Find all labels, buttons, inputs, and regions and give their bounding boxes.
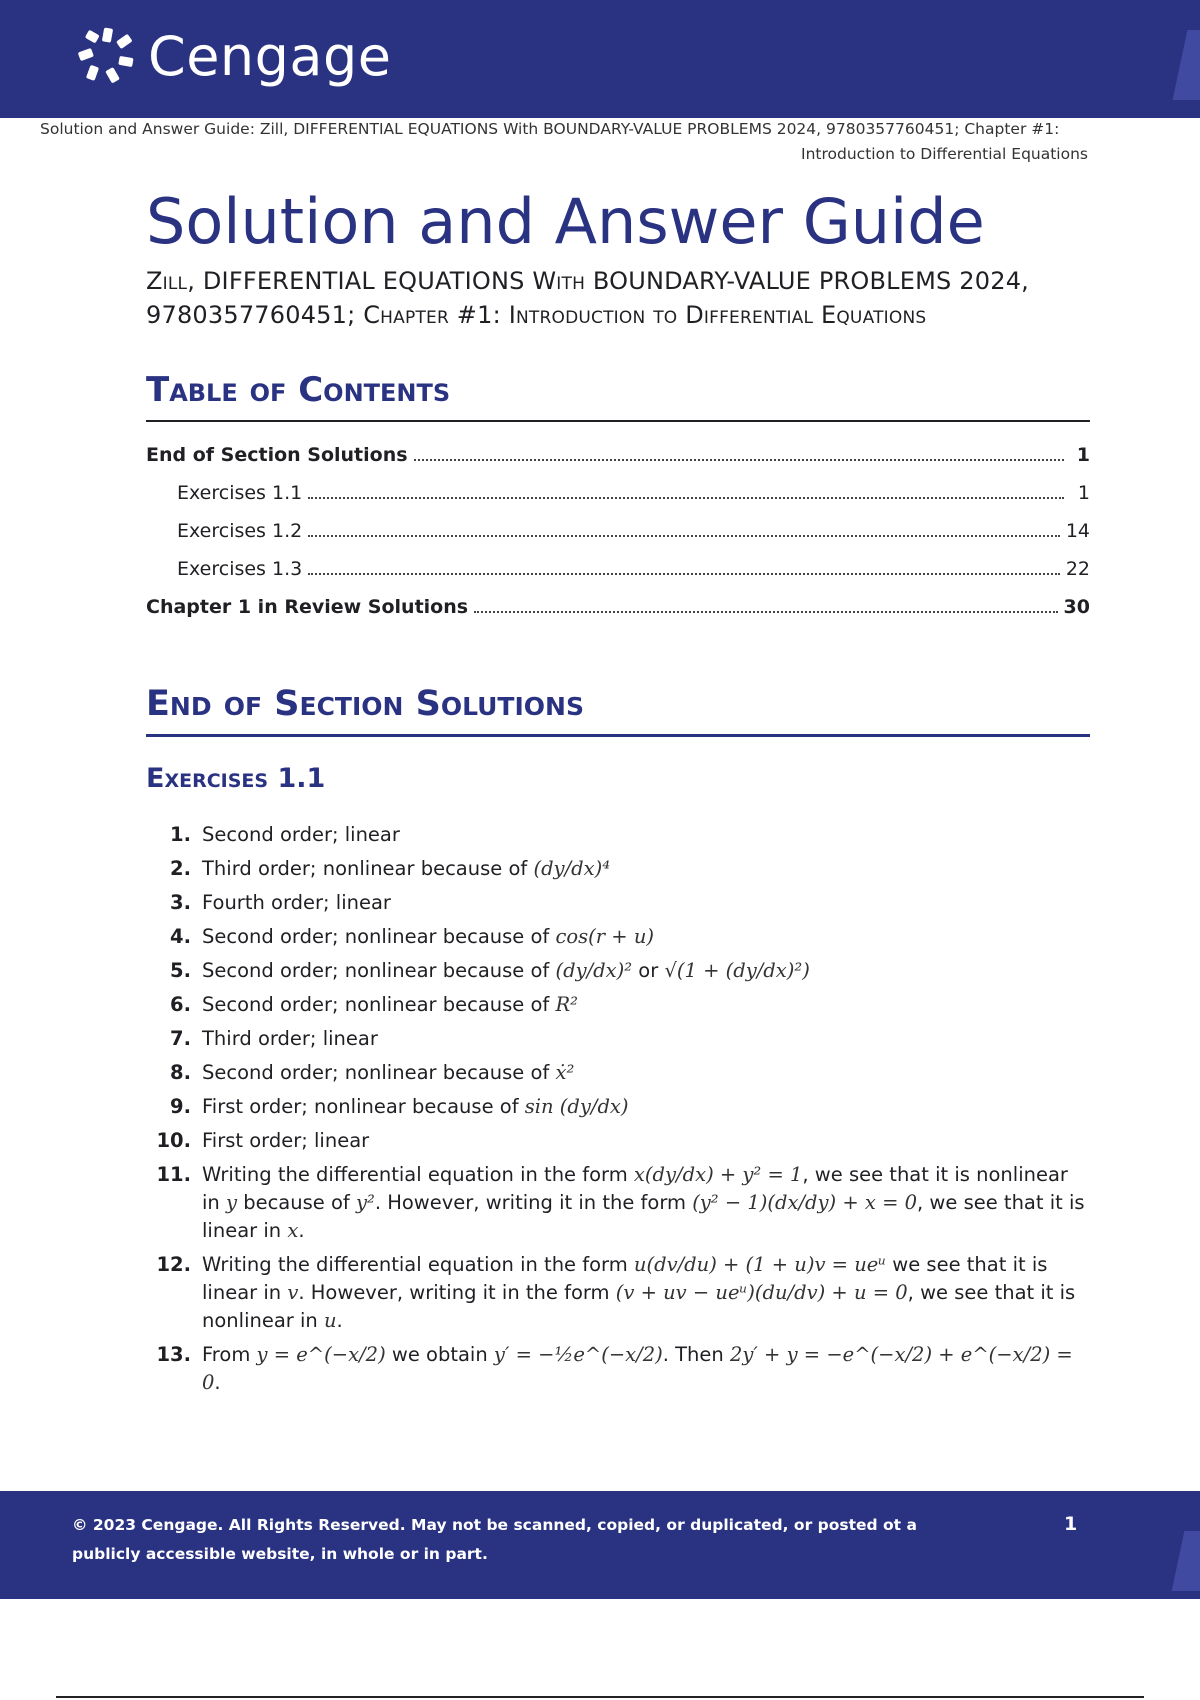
exercises-heading: Exercises 1.1 [146, 763, 326, 794]
exercise-text-run: . Then [662, 1343, 730, 1366]
exercise-text-run: Fourth order; linear [202, 891, 391, 914]
math-expression: y² [355, 1191, 375, 1214]
exercise-list [146, 821, 1090, 1397]
page-title: Solution and Answer Guide [146, 185, 985, 258]
exercise-text [202, 1161, 1087, 1245]
exercise-text-run: because of [237, 1191, 356, 1214]
toc-entry-page: 1 [1077, 482, 1090, 504]
exercise-text-run: Third order; linear [202, 1027, 378, 1050]
toc-entry-label: End of Section Solutions [146, 444, 408, 466]
math-expression: u [323, 1309, 337, 1332]
exercise-text-run: Second order; nonlinear because of [202, 1061, 556, 1084]
exercise-item [146, 889, 1090, 917]
toc-leader-dots [474, 611, 1057, 613]
math-expression: ẋ² [555, 1061, 575, 1084]
exercise-item [146, 1161, 1090, 1245]
exercise-number: 1. [170, 823, 191, 846]
exercise-number: 9. [170, 1095, 191, 1118]
exercise-number: 2. [170, 857, 191, 880]
exercise-text-run: From [202, 1343, 257, 1366]
toc-entry-page: 14 [1065, 520, 1090, 542]
exercise-text [202, 1025, 1087, 1053]
math-expression: √(1 + (dy/dx)²) [664, 959, 810, 982]
exercise-item [146, 923, 1090, 951]
exercise-text [202, 957, 1087, 985]
exercise-number: 8. [170, 1061, 191, 1084]
math-expression: 2y′ + y = −e^(−x/2) + e^(−x/2) = 0 [202, 1343, 1073, 1394]
table-of-contents [146, 444, 1090, 634]
math-expression: y′ = −½e^(−x/2) [493, 1343, 663, 1366]
exercise-text-run: Writing the differential equation in the form [202, 1163, 634, 1186]
header-corner-accent [1173, 30, 1200, 100]
exercise-text-run: First order; nonlinear because of [202, 1095, 525, 1118]
math-expression: x(dy/dx) + y² = 1 [633, 1163, 803, 1186]
toc-entry-page: 22 [1065, 558, 1090, 580]
copyright-notice: © 2023 Cengage. All Rights Reserved. May not be scanned, copied, or duplicated, or posted ot a publicly accessible website, in whole or in part. [72, 1516, 917, 1563]
exercise-text-run: . [214, 1371, 221, 1394]
exercise-text-run: , we see that it is linear in [202, 1191, 1085, 1242]
toc-leader-dots [308, 535, 1060, 537]
exercise-text [202, 1341, 1087, 1397]
subtitle-line1: Zill, DIFFERENTIAL EQUATIONS With BOUNDARY-VALUE PROBLEMS 2024, [146, 267, 1029, 295]
toc-leader-dots [414, 459, 1064, 461]
running-head [40, 117, 1088, 167]
exercise-number: 3. [170, 891, 191, 914]
exercise-text-run: Second order; linear [202, 823, 400, 846]
exercise-text [202, 1127, 1087, 1155]
exercise-number: 5. [170, 959, 191, 982]
toc-entry-page: 30 [1063, 596, 1090, 618]
toc-entry-exercises-1-3[interactable] [146, 558, 1090, 596]
page-number: 1 [1064, 1513, 1078, 1535]
math-expression: R² [555, 993, 578, 1016]
exercise-text-run: , we see that it is nonlinear in [202, 1281, 1076, 1332]
exercise-item [146, 1127, 1090, 1155]
exercise-item [146, 957, 1090, 985]
exercise-text [202, 1093, 1087, 1121]
toc-entry-label: Chapter 1 in Review Solutions [146, 596, 469, 618]
page-subtitle [146, 264, 1090, 332]
math-expression: sin (dy/dx) [524, 1095, 629, 1118]
math-expression: v [287, 1281, 299, 1304]
exercise-text-run: , we see that it is nonlinear in [202, 1163, 1068, 1214]
math-expression: u(dv/du) + (1 + u)v = ueᵘ [633, 1253, 887, 1276]
running-head-line1: Solution and Answer Guide: Zill, DIFFERENTIAL EQUATIONS With BOUNDARY-VALUE PROBLEMS 2024, 9780357760451; Chapter #1: [40, 120, 1060, 138]
exercise-item [146, 821, 1090, 849]
footer-bar [0, 1491, 1200, 1599]
exercise-text-run: Second order; nonlinear because of [202, 925, 556, 948]
math-expression: (dy/dx)² [555, 959, 633, 982]
section-heading: End of Section Solutions [146, 684, 1090, 737]
exercise-text [202, 991, 1087, 1019]
subtitle-line2: 9780357760451; Chapter #1: Introduction to Differential Equations [146, 301, 927, 329]
toc-entry-exercises-1-2[interactable] [146, 520, 1090, 558]
exercise-text-run: Writing the differential equation in the form [202, 1253, 634, 1276]
cengage-mark-icon [76, 24, 140, 88]
logo-text: Cengage [148, 24, 392, 88]
exercise-text [202, 1251, 1087, 1335]
toc-entry-chapter-review[interactable] [146, 596, 1090, 634]
exercise-text-run: Second order; nonlinear because of [202, 959, 556, 982]
exercise-item [146, 1251, 1090, 1335]
math-expression: x [287, 1219, 299, 1242]
cengage-logo[interactable] [76, 24, 392, 88]
exercise-text-run: or [632, 959, 665, 982]
exercise-item [146, 1025, 1090, 1053]
math-expression: (v + uv − ueᵘ)(du/dv) + u = 0 [615, 1281, 908, 1304]
exercise-text [202, 889, 1087, 917]
footer-corner-accent [1172, 1531, 1200, 1591]
exercise-text-run: Third order; nonlinear because of [202, 857, 534, 880]
exercise-number: 13. [156, 1343, 191, 1366]
exercise-text [202, 821, 1087, 849]
exercise-item [146, 991, 1090, 1019]
exercise-text-run: . However, writing it in the form [298, 1281, 616, 1304]
running-head-line2: Introduction to Differential Equations [801, 145, 1088, 163]
exercise-text-run: . [298, 1219, 305, 1242]
toc-leader-dots [308, 497, 1064, 499]
exercise-text-run: we see that it is linear in [202, 1253, 1048, 1304]
toc-entry-exercises-1-1[interactable] [146, 482, 1090, 520]
exercise-number: 12. [156, 1253, 191, 1276]
toc-leader-dots [308, 573, 1060, 575]
math-expression: (y² − 1)(dx/dy) + x = 0 [692, 1191, 918, 1214]
exercise-text-run: . However, writing it in the form [374, 1191, 693, 1214]
toc-entry-label: Exercises 1.3 [177, 558, 303, 580]
exercise-item [146, 855, 1090, 883]
exercise-text-run: we obtain [385, 1343, 494, 1366]
exercise-text [202, 1059, 1087, 1087]
page-content [146, 186, 1090, 1403]
exercise-text [202, 855, 1087, 883]
exercise-text-run: Second order; nonlinear because of [202, 993, 556, 1016]
math-expression: cos(r + u) [555, 925, 654, 948]
exercise-item [146, 1059, 1090, 1087]
page-divider [56, 1696, 1144, 1698]
exercise-text-run: . [336, 1309, 343, 1332]
exercise-number: 10. [156, 1129, 191, 1152]
exercise-item [146, 1093, 1090, 1121]
exercise-number: 11. [156, 1163, 191, 1186]
exercise-text [202, 923, 1087, 951]
exercise-number: 4. [170, 925, 191, 948]
exercise-item [146, 1341, 1090, 1397]
toc-entry-label: Exercises 1.2 [177, 520, 303, 542]
toc-entry-page: 1 [1076, 444, 1090, 466]
math-expression: (dy/dx)⁴ [533, 857, 611, 880]
math-expression: y [225, 1191, 238, 1214]
exercise-text-run: First order; linear [202, 1129, 370, 1152]
math-expression: y = e^(−x/2) [256, 1343, 386, 1366]
toc-entry-label: Exercises 1.1 [177, 482, 303, 504]
header-bar [0, 0, 1200, 118]
toc-heading: Table of Contents [146, 370, 1090, 422]
exercise-number: 7. [170, 1027, 191, 1050]
toc-entry-end-of-section[interactable] [146, 444, 1090, 482]
exercise-number: 6. [170, 993, 191, 1016]
